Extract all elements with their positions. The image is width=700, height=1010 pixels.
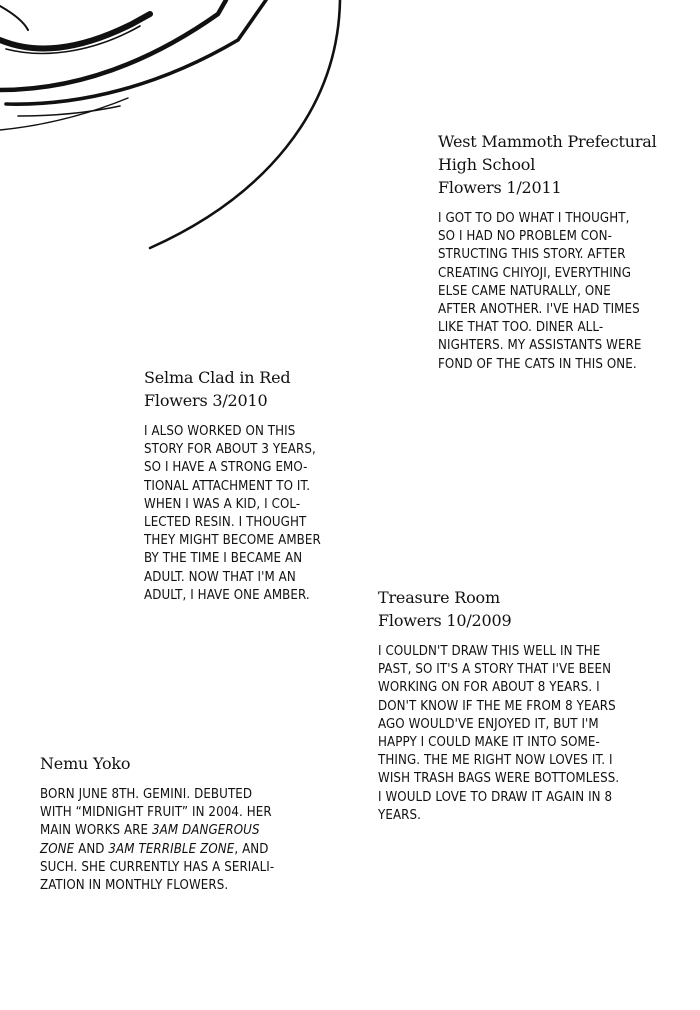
- body-line: HAPPY I COULD MAKE IT INTO SOME-: [378, 735, 600, 751]
- body-text-segment: , AND: [234, 841, 269, 857]
- work-title: ZONE: [40, 841, 75, 857]
- author-name-text: Nemu Yoko: [40, 754, 131, 773]
- body-line: [40, 822, 340, 840]
- entry-selma: [144, 366, 364, 605]
- body-line: [40, 841, 340, 859]
- body-line: I ALSO WORKED ON THIS: [144, 424, 296, 439]
- body-line: DON'T KNOW IF THE ME FROM 8 YEARS: [378, 698, 616, 714]
- body-line: BORN JUNE 8TH. GEMINI. DEBUTED: [40, 787, 253, 802]
- body-text-segment: AND: [74, 841, 109, 857]
- entry-title: [144, 366, 364, 412]
- body-line: CREATING CHIYOJI, EVERYTHING: [438, 265, 632, 281]
- title-line: Treasure Room: [378, 588, 500, 607]
- body-line: SO I HAVE A STRONG EMO-: [144, 460, 308, 476]
- author-name: [40, 752, 340, 775]
- title-line: Flowers 1/2011: [438, 178, 562, 197]
- body-line: WHEN I WAS A KID, I COL-: [144, 496, 301, 512]
- body-line: AGO WOULD'VE ENJOYED IT, BUT I'M: [378, 716, 599, 732]
- body-line: I COULDN'T DRAW THIS WELL IN THE: [378, 644, 601, 659]
- body-line: ADULT. NOW THAT I'M AN: [144, 569, 296, 585]
- body-line: SO I HAD NO PROBLEM CON-: [438, 229, 612, 245]
- title-line: Flowers 3/2010: [144, 391, 268, 410]
- author-body: [40, 786, 340, 895]
- body-line: PAST, SO IT'S A STORY THAT I'VE BEEN: [378, 662, 612, 678]
- body-line: WITH “MIDNIGHT FRUIT” IN 2004. HER: [40, 805, 272, 821]
- title-line: Flowers 10/2009: [378, 611, 512, 630]
- body-line: SUCH. SHE CURRENTLY HAS A SERIALI-: [40, 859, 275, 875]
- body-line: YEARS.: [378, 807, 421, 823]
- body-line: I GOT TO DO WHAT I THOUGHT,: [438, 211, 630, 226]
- title-line: Selma Clad in Red: [144, 368, 291, 387]
- body-line: STRUCTING THIS STORY. AFTER: [438, 247, 626, 263]
- entry-title: [438, 130, 688, 199]
- body-line: WORKING ON FOR ABOUT 8 YEARS. I: [378, 680, 600, 696]
- entry-body: [144, 423, 364, 605]
- arc-stroke-small: [0, 6, 28, 30]
- entry-body: [378, 643, 678, 825]
- title-line: West Mammoth Prefectural: [438, 132, 657, 151]
- work-title: 3AM DANGEROUS: [152, 823, 260, 839]
- work-title: 3AM TERRIBLE ZONE: [108, 841, 235, 857]
- body-line: THING. THE ME RIGHT NOW LOVES IT. I: [378, 753, 613, 769]
- body-line: BY THE TIME I BECAME AN: [144, 551, 303, 567]
- body-line: LIKE THAT TOO. DINER ALL-: [438, 320, 604, 336]
- body-line: NIGHTERS. MY ASSISTANTS WERE: [438, 338, 642, 354]
- arc-stroke-top: [0, 14, 150, 48]
- body-line: STORY FOR ABOUT 3 YEARS,: [144, 442, 316, 458]
- entry-treasure-room: [378, 586, 678, 825]
- entry-west-mammoth: [438, 130, 688, 374]
- entry-title: [378, 586, 678, 632]
- entry-body: [438, 210, 688, 374]
- title-line: High School: [438, 155, 536, 174]
- author-bio: [40, 752, 340, 895]
- body-line: ADULT, I HAVE ONE AMBER.: [144, 587, 310, 603]
- body-line: FOND OF THE CATS IN THIS ONE.: [438, 356, 637, 372]
- body-line: AFTER ANOTHER. I'VE HAD TIMES: [438, 302, 640, 318]
- body-line: TIONAL ATTACHMENT TO IT.: [144, 478, 311, 494]
- body-line: ELSE CAME NATURALLY, ONE: [438, 283, 611, 299]
- body-line: I WOULD LOVE TO DRAW IT AGAIN IN 8: [378, 789, 613, 805]
- body-line: WISH TRASH BAGS WERE BOTTOMLESS.: [378, 771, 620, 787]
- body-line: LECTED RESIN. I THOUGHT: [144, 515, 307, 531]
- body-text-segment: MAIN WORKS ARE: [40, 823, 152, 839]
- body-line: THEY MIGHT BECOME AMBER: [144, 533, 321, 549]
- body-line: ZATION IN MONTHLY FLOWERS.: [40, 878, 229, 894]
